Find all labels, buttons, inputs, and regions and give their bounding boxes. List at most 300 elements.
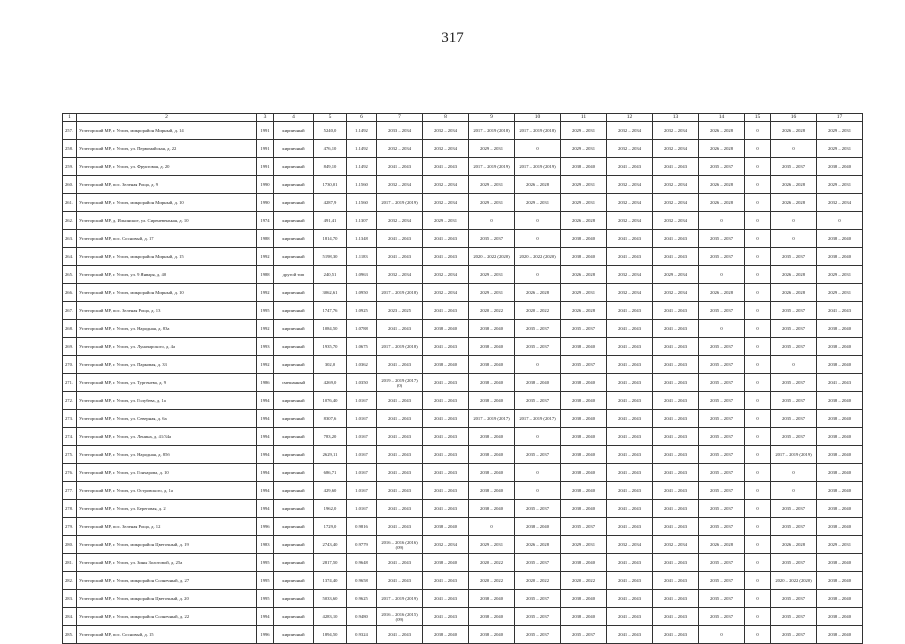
table-cell: 2029 – 2031: [817, 536, 863, 554]
table-cell: 5033,60: [314, 590, 347, 608]
table-cell: Углегорский МР, пос. Зеленая Роща, д. 12: [77, 518, 257, 536]
table-cell: 2041 – 2043: [653, 392, 699, 410]
table-cell: 1994: [257, 392, 274, 410]
table-cell: 2017 – 2019 (2018): [377, 284, 423, 302]
table-cell: 2038 – 2040: [561, 230, 607, 248]
table-cell: 2041 – 2043: [607, 500, 653, 518]
table-cell: 2041 – 2043: [607, 464, 653, 482]
table-cell: 2041 – 2043: [653, 626, 699, 644]
table-cell: 2026 – 2028: [771, 194, 817, 212]
table-cell: 0: [745, 572, 771, 590]
table-cell: 1992: [257, 284, 274, 302]
table-cell: 2041 – 2043: [607, 518, 653, 536]
table-cell: 2029 – 2031: [561, 194, 607, 212]
table-cell: 2041 – 2043: [377, 356, 423, 374]
table-cell: 2041 – 2043: [653, 158, 699, 176]
table-cell: Углегорский МР, г. Углич, микрорайон Солнечный, д. 22: [77, 608, 257, 626]
table-cell: 0: [515, 482, 561, 500]
table-cell: 2026 – 2028: [561, 266, 607, 284]
table-cell: 2032 – 2034: [653, 536, 699, 554]
table-cell: 2041 – 2043: [377, 554, 423, 572]
table-row: [63, 266, 863, 284]
table-cell: 2032 – 2034: [653, 284, 699, 302]
table-cell: 0.9658: [347, 572, 377, 590]
table-cell: 2041 – 2043: [653, 338, 699, 356]
table-cell: кирпичный: [274, 176, 314, 194]
table-cell: 2038 – 2040: [817, 158, 863, 176]
table-cell: 1.1307: [347, 212, 377, 230]
table-cell: Углегорский МР, г. Углич, микрорайон Мирный, д. 14: [77, 122, 257, 140]
table-cell: 2038 – 2040: [561, 554, 607, 572]
table-cell: 2032 – 2034: [377, 212, 423, 230]
table-cell: 2017 – 2019 (2019): [469, 158, 515, 176]
table-cell: 283.: [63, 590, 77, 608]
table-cell: 2038 – 2040: [469, 608, 515, 626]
table-cell: 2026 – 2028: [699, 194, 745, 212]
table-cell: 0: [745, 158, 771, 176]
table-cell: 1.0167: [347, 410, 377, 428]
table-cell: 2032 – 2034: [653, 176, 699, 194]
table-cell: 2041 – 2043: [607, 356, 653, 374]
table-cell: 2038 – 2040: [561, 464, 607, 482]
table-cell: 2026 – 2028: [699, 536, 745, 554]
table-cell: 2029 – 2031: [561, 140, 607, 158]
table-cell: 0.9779: [347, 536, 377, 554]
table-cell: 1.0350: [347, 374, 377, 392]
table-cell: 2029 – 2031: [469, 176, 515, 194]
header-row: [63, 114, 863, 122]
table-cell: 2038 – 2040: [561, 410, 607, 428]
table-cell: кирпичный: [274, 356, 314, 374]
table-row: [63, 338, 863, 356]
table-cell: 0: [515, 266, 561, 284]
table-cell: Углегорский МР, г. Углич, ул. Ленина, д. 41/34а: [77, 428, 257, 446]
table-cell: Углегорский МР, д. Ильинское, ул. Сиреневенькая, д. 10: [77, 212, 257, 230]
table-cell: 2032 – 2034: [423, 176, 469, 194]
table-cell: 2029 – 2031: [817, 122, 863, 140]
table-row: [63, 212, 863, 230]
table-cell: 2035 – 2037: [771, 428, 817, 446]
table-cell: 0: [469, 518, 515, 536]
table-cell: 2035 – 2037: [515, 608, 561, 626]
table-cell: Углегорский МР, г. Углич, микрорайон Цветочный, д. 19: [77, 536, 257, 554]
table-cell: 2020 – 2022 (2020): [771, 572, 817, 590]
table-cell: 2032 – 2034: [817, 194, 863, 212]
table-cell: 2041 – 2043: [423, 608, 469, 626]
table-cell: 2035 – 2037: [699, 302, 745, 320]
column-header: 4: [274, 114, 314, 122]
table-cell: 429,60: [314, 482, 347, 500]
table-row: [63, 248, 863, 266]
table-cell: 0: [745, 320, 771, 338]
table-cell: 2041 – 2043: [607, 338, 653, 356]
table-cell: 261.: [63, 194, 77, 212]
table-cell: 2035 – 2037: [699, 428, 745, 446]
table-cell: 2026 – 2028: [515, 284, 561, 302]
table-cell: 1374,40: [314, 572, 347, 590]
table-cell: 2041 – 2043: [377, 626, 423, 644]
table-cell: 1747,76: [314, 302, 347, 320]
table-cell: 2016 – 2016 (2016) (09): [377, 536, 423, 554]
table-cell: 2020 – 2022: [469, 554, 515, 572]
table-cell: 2041 – 2043: [377, 410, 423, 428]
table-cell: 2041 – 2043: [653, 248, 699, 266]
column-header: 7: [377, 114, 423, 122]
table-cell: 1935,70: [314, 338, 347, 356]
table-row: [63, 374, 863, 392]
table-cell: 272.: [63, 392, 77, 410]
table-cell: 2041 – 2043: [377, 518, 423, 536]
table-cell: 0: [771, 356, 817, 374]
table-cell: 2038 – 2040: [817, 446, 863, 464]
table-cell: 258.: [63, 140, 77, 158]
table-cell: 2041 – 2043: [607, 392, 653, 410]
table-cell: Углегорский МР, г. Углич, ул. Зины Золотовой, д. 25а: [77, 554, 257, 572]
table-cell: 2038 – 2040: [561, 248, 607, 266]
table-cell: 2041 – 2043: [377, 158, 423, 176]
table-cell: 1.1560: [347, 194, 377, 212]
table-cell: 302,0: [314, 356, 347, 374]
table-cell: 2041 – 2043: [423, 410, 469, 428]
table-cell: 2032 – 2034: [607, 140, 653, 158]
table-cell: 0: [515, 212, 561, 230]
table-cell: 2020 – 2022: [515, 302, 561, 320]
table-cell: 2032 – 2034: [653, 140, 699, 158]
table-cell: 2026 – 2028: [515, 176, 561, 194]
table-cell: 2029 – 2031: [423, 212, 469, 230]
table-cell: 2035 – 2037: [515, 446, 561, 464]
table-cell: 2029 – 2031: [469, 536, 515, 554]
table-cell: 2038 – 2040: [561, 500, 607, 518]
column-header: 1: [63, 114, 77, 122]
table-cell: 4283,10: [314, 608, 347, 626]
table-cell: 2743,40: [314, 536, 347, 554]
table-cell: 1994: [257, 428, 274, 446]
table-cell: 1.0788: [347, 320, 377, 338]
table-cell: 2041 – 2043: [423, 374, 469, 392]
table-cell: 2032 – 2034: [423, 536, 469, 554]
table-cell: кирпичный: [274, 320, 314, 338]
table-cell: 0.9648: [347, 554, 377, 572]
table-cell: 0: [745, 428, 771, 446]
table-cell: 1076,40: [314, 392, 347, 410]
table-cell: 2038 – 2040: [817, 590, 863, 608]
table-cell: 2041 – 2043: [607, 626, 653, 644]
table-cell: 2032 – 2034: [607, 284, 653, 302]
table-cell: 2038 – 2040: [817, 572, 863, 590]
table-cell: Углегорский МР, пос. Зеленая Роща, д. 9: [77, 176, 257, 194]
table-cell: 0: [745, 554, 771, 572]
table-cell: 1990: [257, 194, 274, 212]
table-cell: Углегорский МР, г. Углич, ул. Северная, д. 6а: [77, 410, 257, 428]
table-cell: 2035 – 2037: [771, 590, 817, 608]
table-cell: 2038 – 2040: [561, 392, 607, 410]
table-cell: 2026 – 2028: [515, 536, 561, 554]
table-cell: 2041 – 2043: [653, 428, 699, 446]
table-cell: Углегорский МР, г. Углич, ул. Гончарова, д. 10: [77, 464, 257, 482]
table-cell: 2041 – 2043: [653, 572, 699, 590]
table-cell: 2041 – 2043: [607, 446, 653, 464]
table-row: [63, 572, 863, 590]
table-cell: Углегорский МР, г. Углич, микрорайон Мирный, д. 15: [77, 248, 257, 266]
table-row: [63, 302, 863, 320]
table-cell: 2038 – 2040: [423, 518, 469, 536]
column-header: 10: [515, 114, 561, 122]
table-cell: 0: [771, 464, 817, 482]
table-cell: 2032 – 2034: [607, 266, 653, 284]
table-cell: 2038 – 2040: [817, 320, 863, 338]
table-cell: 2038 – 2040: [515, 518, 561, 536]
table-cell: 2026 – 2028: [771, 536, 817, 554]
table-cell: 2041 – 2043: [377, 320, 423, 338]
table-row: [63, 122, 863, 140]
table-cell: 2038 – 2040: [561, 338, 607, 356]
table-cell: 0: [771, 212, 817, 230]
table-cell: 2029 – 2031: [817, 176, 863, 194]
table-cell: Углегорский МР, г. Углич, ул. Тургенева, д. 9: [77, 374, 257, 392]
table-cell: 1.1492: [347, 140, 377, 158]
table-cell: 0: [745, 446, 771, 464]
table-cell: 4287,9: [314, 194, 347, 212]
table-cell: 2020 – 2022 (2020): [515, 248, 561, 266]
table-cell: 1990: [257, 176, 274, 194]
table-cell: кирпичный: [274, 338, 314, 356]
table-cell: 1988: [257, 266, 274, 284]
table-cell: 1.1183: [347, 248, 377, 266]
table-cell: 1974: [257, 212, 274, 230]
table-cell: 0: [745, 464, 771, 482]
table-cell: 2041 – 2043: [653, 500, 699, 518]
table-cell: 2029 – 2031: [817, 140, 863, 158]
table-cell: 2020 – 2022: [515, 572, 561, 590]
table-cell: 2041 – 2043: [423, 500, 469, 518]
table-cell: 2041 – 2043: [423, 446, 469, 464]
table-cell: 2035 – 2037: [699, 392, 745, 410]
table-cell: 2817,50: [314, 554, 347, 572]
table-cell: 2032 – 2034: [653, 122, 699, 140]
table-cell: 2041 – 2043: [423, 572, 469, 590]
table-row: [63, 140, 863, 158]
table-cell: 491,41: [314, 212, 347, 230]
column-header: 13: [653, 114, 699, 122]
table-cell: 2035 – 2037: [515, 590, 561, 608]
table-cell: 1996: [257, 518, 274, 536]
table-cell: 2038 – 2040: [817, 356, 863, 374]
table-cell: 2017 – 2019 (2018): [377, 338, 423, 356]
table-cell: Углегорский МР, г. Углич, микрорайон Солнечный, д. 27: [77, 572, 257, 590]
table-cell: 2017 – 2019 (2017): [469, 410, 515, 428]
table-cell: 0.9324: [347, 626, 377, 644]
table-cell: 259.: [63, 158, 77, 176]
table-cell: 281.: [63, 554, 77, 572]
table-cell: 2041 – 2043: [377, 482, 423, 500]
table-cell: Углегорский МР, пос. Зеленая Роща, д. 13: [77, 302, 257, 320]
table-cell: 0: [699, 212, 745, 230]
table-cell: 2020 – 2022: [469, 572, 515, 590]
table-cell: 2035 – 2037: [771, 410, 817, 428]
table-cell: 2035 – 2037: [699, 338, 745, 356]
table-cell: 1084,50: [314, 320, 347, 338]
table-cell: кирпичный: [274, 212, 314, 230]
table-cell: 2041 – 2043: [607, 374, 653, 392]
table-cell: 0: [515, 428, 561, 446]
table-cell: Углегорский МР, г. Углич, ул. Голубева, д. 1а: [77, 392, 257, 410]
table-cell: 1.0963: [347, 266, 377, 284]
table-cell: кирпичный: [274, 446, 314, 464]
table-row: [63, 158, 863, 176]
table-cell: 2026 – 2028: [561, 302, 607, 320]
table-cell: 269.: [63, 338, 77, 356]
table-cell: 2029 – 2034: [653, 266, 699, 284]
table-cell: 1814,70: [314, 230, 347, 248]
table-cell: 2041 – 2043: [377, 248, 423, 266]
table-row: [63, 518, 863, 536]
table-cell: кирпичный: [274, 122, 314, 140]
table-cell: 0: [745, 356, 771, 374]
table-cell: 2038 – 2040: [817, 248, 863, 266]
table-cell: 279.: [63, 518, 77, 536]
table-row: [63, 356, 863, 374]
column-header: 17: [817, 114, 863, 122]
table-cell: 1894,50: [314, 626, 347, 644]
table-cell: 0: [699, 320, 745, 338]
table-cell: 1995: [257, 554, 274, 572]
table-cell: 2038 – 2040: [817, 392, 863, 410]
table-cell: 2035 – 2037: [771, 338, 817, 356]
table-cell: 2041 – 2043: [653, 464, 699, 482]
table-cell: 0: [745, 374, 771, 392]
table-row: [63, 554, 863, 572]
table-cell: 268.: [63, 320, 77, 338]
table-cell: 2038 – 2040: [817, 338, 863, 356]
table-cell: 2038 – 2040: [469, 356, 515, 374]
table-cell: 2038 – 2040: [561, 428, 607, 446]
table-cell: 2038 – 2040: [423, 320, 469, 338]
table-cell: 1.0167: [347, 428, 377, 446]
table-cell: 5198,30: [314, 248, 347, 266]
table-row: [63, 464, 863, 482]
table-cell: Углегорский МР, г. Углич, микрорайон Мирный, д. 10: [77, 194, 257, 212]
table-cell: Углегорский МР, пос. Сосновый, д. 17: [77, 230, 257, 248]
table-cell: 2035 – 2037: [561, 626, 607, 644]
table-cell: 0: [745, 284, 771, 302]
table-cell: 0.9625: [347, 590, 377, 608]
table-cell: 1993: [257, 338, 274, 356]
table-cell: 2038 – 2040: [817, 428, 863, 446]
table-cell: кирпичный: [274, 230, 314, 248]
table-cell: 2035 – 2037: [515, 392, 561, 410]
table-cell: 2041 – 2043: [377, 572, 423, 590]
table-cell: 1992: [257, 356, 274, 374]
table-cell: кирпичный: [274, 500, 314, 518]
table-row: [63, 500, 863, 518]
table-cell: 1.1492: [347, 122, 377, 140]
table-cell: 2035 – 2037: [771, 392, 817, 410]
table-cell: 2041 – 2043: [423, 248, 469, 266]
table-cell: 2041 – 2043: [607, 410, 653, 428]
table-cell: 2038 – 2040: [817, 410, 863, 428]
table-cell: 1995: [257, 590, 274, 608]
table-cell: 2032 – 2034: [377, 266, 423, 284]
table-cell: 2017 – 2019 (2019): [377, 194, 423, 212]
table-cell: 2038 – 2040: [817, 626, 863, 644]
table-cell: 2038 – 2040: [817, 518, 863, 536]
table-cell: 2035 – 2037: [561, 518, 607, 536]
table-cell: 1.0167: [347, 482, 377, 500]
table-cell: 2041 – 2043: [607, 428, 653, 446]
table-cell: 2038 – 2040: [423, 356, 469, 374]
table-cell: 2035 – 2037: [771, 626, 817, 644]
table-cell: 2041 – 2043: [607, 302, 653, 320]
table-cell: Углегорский МР, г. Углич, ул. 9 Января, д. 40: [77, 266, 257, 284]
table-cell: 1986: [257, 374, 274, 392]
column-header: 15: [745, 114, 771, 122]
table-cell: 240,51: [314, 266, 347, 284]
table-cell: кирпичный: [274, 410, 314, 428]
table-cell: 270.: [63, 356, 77, 374]
table-cell: кирпичный: [274, 194, 314, 212]
table-cell: 2041 – 2043: [423, 590, 469, 608]
table-cell: 0: [515, 464, 561, 482]
column-header: 8: [423, 114, 469, 122]
table-cell: 2016 – 2016 (2015) (09): [377, 608, 423, 626]
table-cell: 2041 – 2043: [653, 608, 699, 626]
table-cell: 0: [745, 518, 771, 536]
table-cell: 277.: [63, 482, 77, 500]
column-header: 6: [347, 114, 377, 122]
table-cell: 849,10: [314, 158, 347, 176]
table-cell: 1995: [257, 302, 274, 320]
table-cell: 2020 – 2022: [469, 302, 515, 320]
table-cell: 2035 – 2037: [771, 302, 817, 320]
table-cell: 2038 – 2040: [561, 482, 607, 500]
table-row: [63, 176, 863, 194]
table-cell: 2035 – 2037: [699, 572, 745, 590]
register-table: [62, 113, 863, 644]
table-cell: кирпичный: [274, 482, 314, 500]
table-cell: 2041 – 2043: [653, 410, 699, 428]
table-cell: 2038 – 2040: [561, 374, 607, 392]
table-row: [63, 482, 863, 500]
table-cell: 2038 – 2040: [561, 608, 607, 626]
table-cell: 2032 – 2034: [377, 176, 423, 194]
table-cell: 263.: [63, 230, 77, 248]
table-cell: 0: [745, 410, 771, 428]
table-cell: 2020 – 2022: [561, 572, 607, 590]
table-cell: 1.0167: [347, 500, 377, 518]
column-header: 16: [771, 114, 817, 122]
table-cell: 8307,6: [314, 410, 347, 428]
table-cell: 2038 – 2040: [515, 374, 561, 392]
table-cell: 2026 – 2028: [771, 176, 817, 194]
table-cell: 1994: [257, 500, 274, 518]
table-cell: 1992: [257, 320, 274, 338]
table-cell: 2029 – 2031: [469, 194, 515, 212]
table-cell: 2026 – 2028: [771, 122, 817, 140]
table-cell: 2035 – 2037: [515, 626, 561, 644]
table-cell: 2035 – 2037: [561, 320, 607, 338]
table-cell: 2041 – 2043: [423, 428, 469, 446]
table-cell: 265.: [63, 266, 77, 284]
table-cell: 2041 – 2043: [607, 590, 653, 608]
table-cell: 2026 – 2028: [699, 122, 745, 140]
table-cell: 1.0167: [347, 446, 377, 464]
table-cell: 2035 – 2037: [699, 554, 745, 572]
table-cell: 284.: [63, 608, 77, 626]
table-cell: 2038 – 2040: [469, 320, 515, 338]
table-cell: 2038 – 2040: [561, 446, 607, 464]
table-cell: 2041 – 2043: [377, 500, 423, 518]
